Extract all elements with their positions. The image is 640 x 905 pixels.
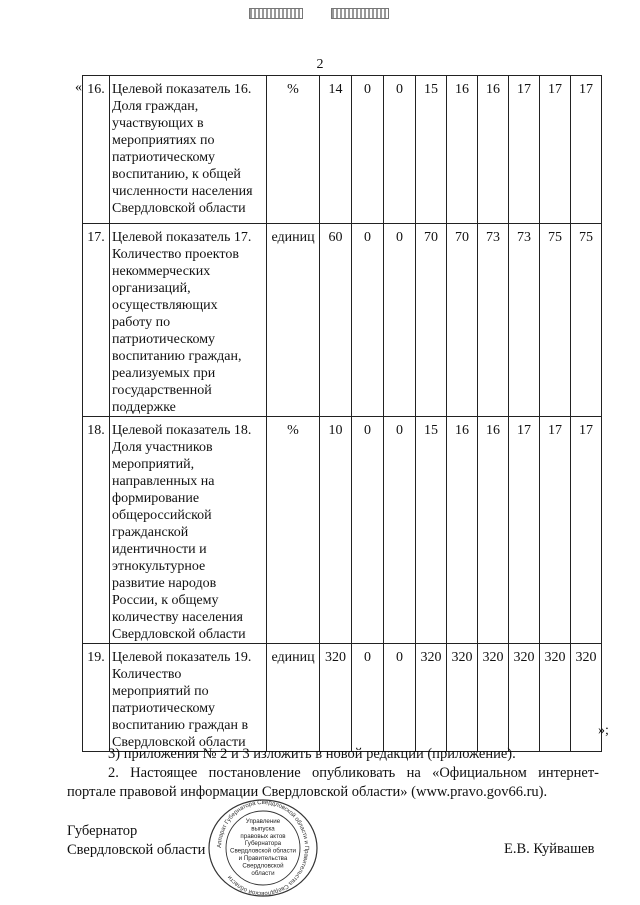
indicator-name-line: Свердловской области (112, 627, 246, 642)
indicator-value: 0 (352, 417, 384, 644)
unit-of-measure: % (267, 76, 320, 224)
indicator-value: 73 (509, 224, 540, 417)
indicator-value: 15 (416, 76, 447, 224)
indicator-name-line: государственной (112, 383, 212, 398)
indicator-value: 0 (384, 224, 416, 417)
indicator-name-line: патриотическому (112, 332, 216, 347)
indicator-value: 73 (478, 224, 509, 417)
row-number: 16. (83, 76, 110, 224)
indicator-value: 75 (571, 224, 602, 417)
seal-inner-line: Губернатора (244, 840, 282, 848)
seal-inner-line: области (251, 869, 275, 877)
indicator-name-line: общероссийской (112, 508, 212, 523)
amendment-item-3: 3) приложения № 2 и 3 изложить в новой редакции (приложение). (108, 746, 516, 762)
signatory-title (67, 822, 205, 860)
indicator-name-line: направленных на (112, 474, 215, 489)
indicator-name-line: мероприятиях по (112, 133, 215, 148)
indicator-name-line: формирование (112, 491, 200, 506)
indicator-name-line: организаций, (112, 281, 191, 296)
seal-inner-line: выпуска (251, 825, 275, 833)
signatory-name: Е.В. Куйвашев (504, 841, 595, 857)
indicator-value: 60 (320, 224, 352, 417)
indicator-value: 70 (447, 224, 478, 417)
indicator-value: 320 (478, 644, 509, 752)
indicator-value: 17 (571, 417, 602, 644)
indicator-value: 320 (447, 644, 478, 752)
open-quote: « (75, 80, 82, 95)
indicator-name-line: мероприятий, (112, 457, 195, 472)
publication-item-line-2: портале правовой информации Свердловской области» (www.pravo.gov66.ru). (67, 784, 548, 800)
indicator-value: 0 (384, 76, 416, 224)
indicator-value: 0 (384, 644, 416, 752)
indicator-name-line: мероприятий по (112, 684, 209, 699)
indicator-value: 17 (509, 76, 540, 224)
unit-of-measure: единиц (267, 644, 320, 752)
indicator-name-line: Целевой показатель 19. (112, 650, 252, 665)
close-quote: »; (598, 723, 609, 738)
indicator-name (110, 644, 267, 752)
indicator-name-line: численности населения (112, 184, 253, 199)
indicator-name-line: Целевой показатель 16. (112, 82, 252, 97)
indicator-value: 16 (478, 417, 509, 644)
indicator-name-line: Доля граждан, (112, 99, 199, 114)
seal-ring-text: Аппарат Губернатора Свердловской области и Правительства Свердловской области (216, 799, 310, 897)
row-number: 19. (83, 644, 110, 752)
table-row (83, 224, 602, 417)
indicator-name-line: гражданской (112, 525, 189, 540)
indicator-name-line: воспитанию, к общей (112, 167, 241, 182)
header-stamp-mark-left (249, 8, 303, 19)
publication-item-line-1: 2. Настоящее постановление опубликовать на «Официальном интернет- (108, 765, 599, 781)
indicator-name-line: патриотическому (112, 150, 216, 165)
indicator-name-line: этнокультурное (112, 559, 206, 574)
indicator-value: 0 (352, 644, 384, 752)
indicator-value: 10 (320, 417, 352, 644)
indicator-value: 17 (571, 76, 602, 224)
row-number: 18. (83, 417, 110, 644)
row-number: 17. (83, 224, 110, 417)
signatory-title-line-1: Губернатор (67, 823, 138, 839)
indicator-name-line: участвующих в (112, 116, 204, 131)
seal-inner-line: Свердловской области (229, 847, 297, 855)
indicator-value: 16 (447, 417, 478, 644)
indicator-name-line: осуществляющих (112, 298, 218, 313)
indicator-value: 320 (320, 644, 352, 752)
table-row (83, 644, 602, 752)
indicator-value: 0 (352, 76, 384, 224)
official-seal-stamp (207, 798, 319, 898)
indicator-name-line: воспитанию граждан в (112, 718, 249, 733)
indicators-table (82, 75, 602, 752)
indicator-name-line: некоммерческих (112, 264, 211, 279)
indicator-name-line: России, к общему (112, 593, 219, 608)
seal-inner-line: Управление (245, 818, 281, 825)
indicator-name-line: Свердловской области (112, 735, 246, 750)
seal-inner-line: правовых актов (240, 832, 286, 840)
indicator-name (110, 76, 267, 224)
indicator-value: 0 (384, 417, 416, 644)
table-row (83, 76, 602, 224)
indicator-value: 0 (352, 224, 384, 417)
indicator-value: 70 (416, 224, 447, 417)
indicator-name-line: патриотическому (112, 701, 216, 716)
indicator-value: 17 (509, 417, 540, 644)
indicator-name-line: Количество проектов (112, 247, 239, 262)
indicator-value: 17 (540, 76, 571, 224)
indicator-value: 320 (571, 644, 602, 752)
table-row (83, 417, 602, 644)
indicator-name-line: количеству населения (112, 610, 243, 625)
indicator-value: 320 (416, 644, 447, 752)
indicator-value: 15 (416, 417, 447, 644)
seal-inner-line: Свердловской (242, 862, 284, 870)
indicator-value: 320 (540, 644, 571, 752)
indicator-value: 75 (540, 224, 571, 417)
indicator-name-line: Целевой показатель 17. (112, 230, 252, 245)
indicator-value: 16 (447, 76, 478, 224)
seal-inner-line: и Правительства (238, 855, 288, 862)
indicator-name (110, 417, 267, 644)
signatory-title-line-2: Свердловской области (67, 842, 206, 858)
indicator-name-line: воспитанию граждан, (112, 349, 242, 364)
indicator-name-line: поддержке (112, 400, 176, 415)
indicator-value: 16 (478, 76, 509, 224)
indicator-value: 17 (540, 417, 571, 644)
unit-of-measure: единиц (267, 224, 320, 417)
header-stamp-mark-right (331, 8, 389, 19)
indicator-name-line: Количество (112, 667, 182, 682)
indicator-name-line: Доля участников (112, 440, 213, 455)
indicator-name (110, 224, 267, 417)
indicator-value: 320 (509, 644, 540, 752)
unit-of-measure: % (267, 417, 320, 644)
indicator-name-line: идентичности и (112, 542, 207, 557)
page-number: 2 (316, 57, 324, 72)
indicator-name-line: Свердловской области (112, 201, 246, 216)
indicator-value: 14 (320, 76, 352, 224)
indicator-name-line: работу по (112, 315, 171, 330)
indicator-name-line: реализуемых при (112, 366, 216, 381)
indicator-name-line: Целевой показатель 18. (112, 423, 252, 438)
indicator-name-line: развитие народов (112, 576, 217, 591)
